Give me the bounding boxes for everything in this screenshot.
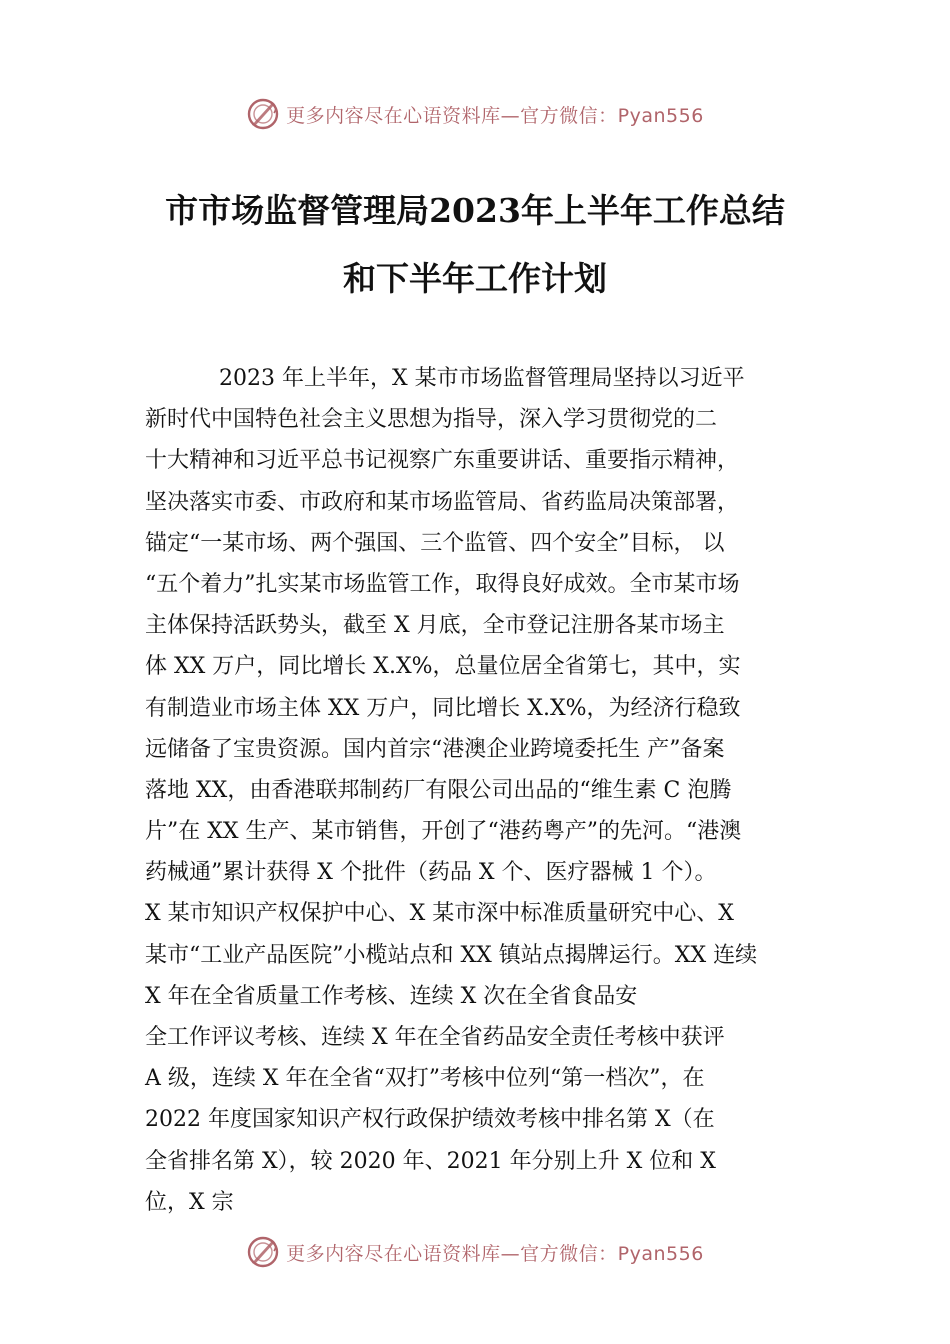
body-line: 坚决落实市委、市政府和某市场监管局、省药监局决策部署， <box>145 489 740 515</box>
header-banner <box>0 94 950 134</box>
body-line: 全省排名第 X），较 2020 年、2021 年分别上升 X 位和 X <box>145 1148 716 1174</box>
body-line: 2022 年度国家知识产权行政保护绩效考核中排名第 X（在 <box>145 1107 715 1133</box>
body-line: 全工作评议考核、连续 X 年在全省药品安全责任考核中获评 <box>145 1025 725 1050</box>
body-line: 落地 XX，由香港联邦制药厂有限公司出品的“维生素 C 泡腾 <box>145 777 732 803</box>
body-line: 位，X 宗 <box>145 1189 234 1215</box>
body-line: X 年在全省质量工作考核、连续 X 次在全省食品安 <box>145 983 638 1009</box>
body-line: 主体保持活跃势头，截至 X 月底，全市登记注册各某市场主 <box>145 613 725 639</box>
body-line: 十大精神和习近平总书记视察广东重要讲话、重要指示精神， <box>145 448 740 474</box>
body-line: “五个着力”扎实某市场监管工作，取得良好成效。全市某市场 <box>145 571 740 597</box>
body-line: 片”在 XX 生产、某市销售，开创了“港药粤产”的先河。“港澳 <box>145 819 742 845</box>
quill-seal-icon <box>246 1235 280 1269</box>
body-line: 有制造业市场主体 XX 万户，同比增长 X.X%，为经济行稳致 <box>145 695 741 721</box>
body-line: 远储备了宝贵资源。国内首宗“港澳企业跨境委托生 产”备案 <box>145 736 725 762</box>
body-line: 锚定“一某市场、两个强国、三个监管、四个安全”目标， 以 <box>145 530 725 556</box>
quill-seal-icon <box>246 97 280 131</box>
body-line: 某市“工业产品医院”小榄站点和 XX 镇站点揭牌运行。XX 连续 <box>145 942 758 968</box>
body-line: 药械通”累计获得 X 个批件（药品 X 个、医疗器械 1 个）。 <box>145 860 717 886</box>
body-line: 2023 年上半年，X 某市市场监督管理局坚持以习近平 <box>219 366 745 391</box>
document-body <box>145 358 835 1223</box>
document-title-line-2: 和下半年工作计划 <box>343 259 607 298</box>
body-line: X 某市知识产权保护中心、X 某市深中标准质量研究中心、X <box>145 901 734 927</box>
banner-text: 更多内容尽在心语资料库—官方微信：Pyan556 <box>286 104 704 127</box>
footer-banner <box>0 1232 950 1272</box>
body-line: A 级，连续 X 年在全省“双打”考核中位列“第一档次”，在 <box>145 1066 705 1092</box>
body-line: 新时代中国特色社会主义思想为指导，深入学习贯彻党的二 <box>145 407 718 433</box>
banner-text: 更多内容尽在心语资料库—官方微信：Pyan556 <box>286 1242 704 1265</box>
body-line: 体 XX 万户，同比增长 X.X%，总量位居全省第七，其中，实 <box>145 654 741 680</box>
document-title-line-1: 市市场监督管理局2023年上半年工作总结 <box>165 191 785 230</box>
